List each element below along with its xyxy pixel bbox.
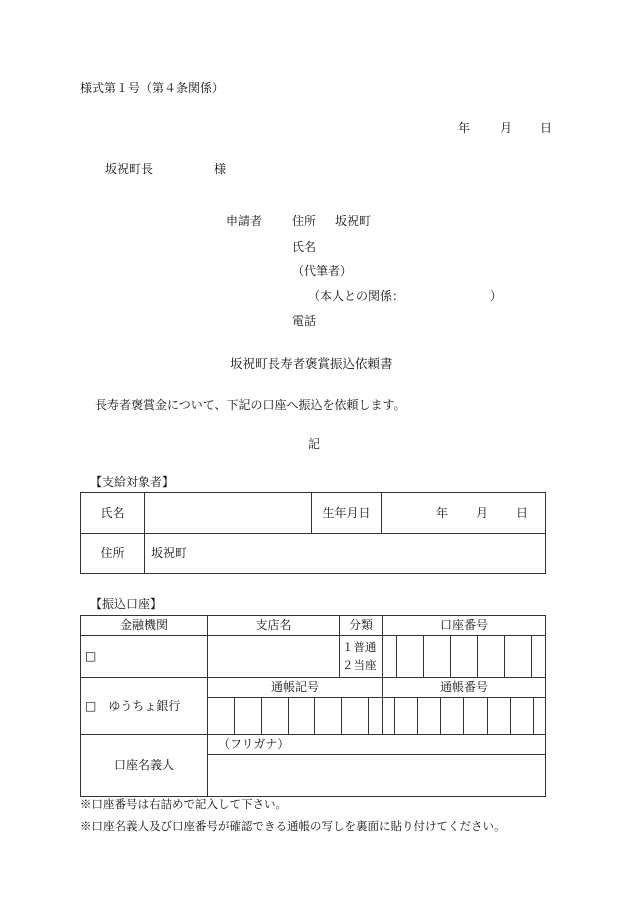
col-type: 分類	[340, 616, 383, 636]
symbol-digit-cell[interactable]	[235, 698, 262, 734]
applicant-address-value: 坂祝町	[335, 214, 372, 228]
recipient-address-field[interactable]: 坂祝町	[145, 534, 546, 574]
number-digit-cell[interactable]	[383, 698, 395, 734]
holder-name-field[interactable]	[208, 755, 546, 797]
symbol-digit-cell[interactable]	[342, 698, 369, 734]
date-day: 日	[540, 121, 553, 135]
type-futsu[interactable]: １普通	[342, 639, 377, 654]
bank-header: 【振込口座】	[90, 597, 163, 611]
applicant-relation-label: （本人との関係：	[308, 289, 405, 303]
number-digit-cell[interactable]	[464, 698, 487, 734]
number-digit-grid	[383, 698, 545, 734]
recipient-name-label: 氏名	[81, 493, 145, 534]
account-number-field[interactable]	[383, 636, 546, 678]
account-digit-cell[interactable]	[451, 636, 478, 677]
document-title: 坂祝町長寿者褒賞振込依頼書	[230, 356, 393, 371]
applicant-phone-label: 電話	[292, 314, 317, 328]
note-1: ※口座番号は右詰めで記入して下さい。	[80, 797, 287, 811]
recipient-birth-field[interactable]	[382, 493, 546, 534]
number-digit-cell[interactable]	[395, 698, 418, 734]
number-digit-cell[interactable]	[510, 698, 533, 734]
branch-field[interactable]	[208, 636, 340, 678]
account-digit-cell[interactable]	[532, 636, 546, 677]
type-touza[interactable]: ２当座	[342, 657, 377, 672]
account-digit-cell[interactable]	[478, 636, 505, 677]
recipient-address-label: 住所	[81, 534, 145, 574]
symbol-digit-cell[interactable]	[315, 698, 342, 734]
form-number: 様式第１号（第４条関係）	[80, 81, 225, 95]
applicant-label: 申請者	[226, 214, 263, 228]
yucho-label[interactable]: □ ゆうちょ銀行	[81, 678, 208, 735]
symbol-digit-grid	[208, 698, 382, 734]
birth-day-label: 日	[516, 506, 529, 520]
symbol-digit-cell[interactable]	[261, 698, 288, 734]
body-text: 長寿者褒賞金について、下記の口座へ振込を依頼します。	[95, 398, 406, 412]
recipient-name-field[interactable]	[145, 493, 312, 534]
institution-checkbox[interactable]: □	[85, 649, 97, 664]
number-digit-cell[interactable]	[418, 698, 441, 734]
number-digit-cell[interactable]	[441, 698, 464, 734]
account-digit-cell[interactable]	[424, 636, 451, 677]
birth-month-label: 月	[476, 506, 489, 520]
col-branch: 支店名	[208, 616, 340, 636]
account-digit-grid	[383, 636, 545, 677]
col-account: 口座番号	[383, 616, 546, 636]
account-digit-cell[interactable]	[383, 636, 397, 677]
passbook-number-field[interactable]	[383, 698, 546, 735]
number-digit-cell[interactable]	[533, 698, 545, 734]
addressee-honorific: 様	[214, 162, 227, 176]
number-digit-cell[interactable]	[487, 698, 510, 734]
ki-mark: 記	[308, 437, 321, 451]
furigana-field[interactable]: （フリガナ）	[208, 735, 546, 755]
account-digit-cell[interactable]	[505, 636, 532, 677]
account-digit-cell[interactable]	[397, 636, 424, 677]
applicant-address-label: 住所	[292, 214, 317, 228]
applicant-relation-close: ）	[490, 289, 503, 303]
type-field[interactable]	[340, 636, 383, 678]
applicant-proxy-label: （代筆者）	[292, 264, 353, 278]
birth-year-label: 年	[436, 506, 449, 520]
date-year: 年	[458, 121, 471, 135]
symbol-digit-cell[interactable]	[288, 698, 315, 734]
symbol-digit-cell[interactable]	[208, 698, 235, 734]
institution-field[interactable]	[81, 636, 208, 678]
note-2: ※口座名義人及び口座番号が確認できる通帳の写しを裏面に貼り付けてください。	[80, 819, 506, 833]
holder-label: 口座名義人	[81, 735, 208, 797]
recipient-table	[80, 492, 546, 574]
col-institution: 金融機関	[81, 616, 208, 636]
recipient-header: 【支給対象者】	[90, 475, 175, 489]
applicant-name-label: 氏名	[292, 240, 317, 254]
symbol-digit-cell[interactable]	[369, 698, 382, 734]
passbook-symbol-label: 通帳記号	[208, 678, 383, 698]
bank-table	[80, 615, 546, 797]
recipient-birth-label: 生年月日	[312, 493, 382, 534]
passbook-symbol-field[interactable]	[208, 698, 383, 735]
passbook-number-label: 通帳番号	[383, 678, 546, 698]
addressee-name: 坂祝町長	[105, 162, 154, 176]
date-month: 月	[500, 121, 513, 135]
